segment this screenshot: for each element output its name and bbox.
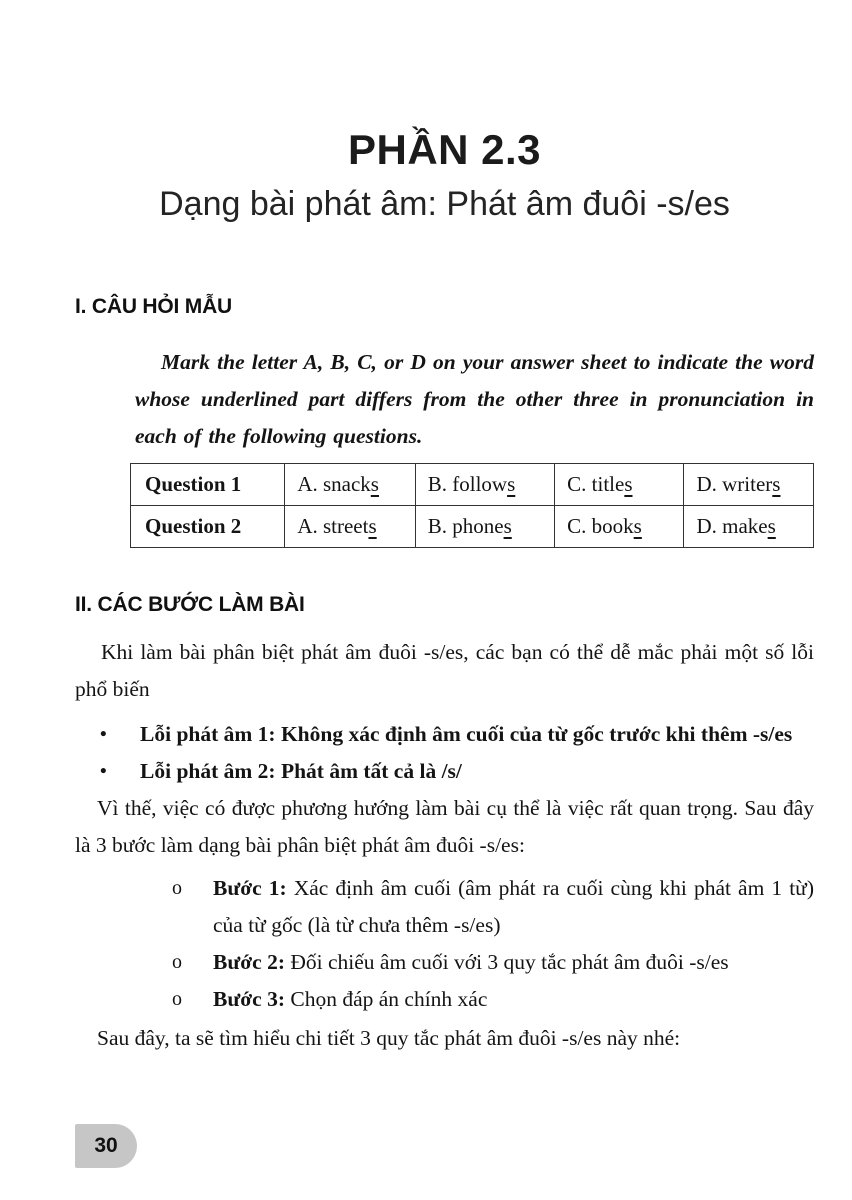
answer-option-a — [285, 506, 415, 548]
mistake-item-2 — [100, 753, 814, 790]
step-body — [213, 870, 814, 944]
step-label: Bước 2: — [213, 950, 285, 974]
bullet-dot-marker: • — [100, 724, 107, 745]
bullet-dot-marker: • — [100, 761, 107, 782]
option-underlined-part: s — [772, 472, 781, 496]
page-subtitle: Dạng bài phát âm: Phát âm đuôi -s/es — [159, 185, 730, 223]
page-title: PHẦN 2.3 — [347, 126, 542, 173]
mistake-item-1 — [100, 716, 814, 753]
title-block — [75, 126, 814, 226]
option-stem: A. snack — [297, 472, 371, 496]
question-label: Question 2 — [131, 506, 285, 548]
page-number-badge — [75, 1124, 137, 1168]
closing-paragraph: Sau đây, ta sẽ tìm hiểu chi tiết 3 quy tắc phát âm đuôi -s/es này nhé: — [97, 1026, 681, 1050]
mistake-text: Lỗi phát âm 2: Phát âm tất cả là /s/ — [140, 759, 462, 783]
option-stem: A. street — [297, 514, 369, 538]
step-label: Bước 1: — [213, 876, 287, 900]
option-underlined-part: s — [370, 472, 379, 496]
option-underlined-part: s — [368, 514, 377, 538]
step-body — [213, 981, 814, 1018]
step-item-2 — [172, 944, 814, 981]
step-text: Xác định âm cuối (âm phát ra cuối cùng khi phát âm 1 từ) của từ gốc (là từ chưa thêm -s/es) — [213, 876, 814, 937]
mistakes-list — [75, 716, 814, 790]
answer-option-a — [285, 464, 415, 506]
section-1-heading: I. CÂU HỎI MẪU — [75, 295, 233, 318]
circle-marker: o — [172, 877, 182, 899]
option-stem: B. follow — [427, 472, 508, 496]
circle-marker: o — [172, 988, 182, 1010]
option-stem: C. title — [567, 472, 625, 496]
option-underlined-part: s — [767, 514, 776, 538]
answer-option-b — [415, 464, 554, 506]
option-underlined-part: s — [503, 514, 512, 538]
question-label: Question 1 — [131, 464, 285, 506]
table-row-question-2 — [131, 506, 814, 548]
answer-option-b — [415, 506, 554, 548]
answer-option-d — [684, 464, 814, 506]
step-label: Bước 3: — [213, 987, 285, 1011]
section-2-heading: II. CÁC BƯỚC LÀM BÀI — [75, 593, 305, 616]
questions-table — [130, 463, 814, 548]
option-stem: B. phone — [427, 514, 504, 538]
step-text: Đối chiếu âm cuối với 3 quy tắc phát âm đuôi -s/es — [284, 950, 729, 974]
option-underlined-part: s — [624, 472, 633, 496]
step-body — [213, 944, 814, 981]
option-underlined-part: s — [633, 514, 642, 538]
answer-option-c — [555, 464, 684, 506]
mistake-text: Lỗi phát âm 1: Không xác định âm cuối của từ gốc trước khi thêm -s/es — [140, 722, 793, 746]
answer-option-d — [684, 506, 814, 548]
page-number: 30 — [94, 1134, 118, 1157]
step-item-1 — [172, 870, 814, 944]
transition-paragraph: Vì thế, việc có được phương hướng làm bài cụ thể là việc rất quan trọng. Sau đây là 3 bước làm dạng bài phân biệt phát âm đuôi -s/es: — [75, 796, 814, 857]
step-item-3 — [172, 981, 814, 1018]
option-underlined-part: s — [507, 472, 516, 496]
table-row-question-1 — [131, 464, 814, 506]
step-text: Chọn đáp án chính xác — [284, 987, 488, 1011]
option-stem: D. writer — [696, 472, 773, 496]
instruction-text: Mark the letter A, B, C, or D on your answer sheet to indicate the word whose underlined part differs from the other three in pronunciation in each of the following questions. — [135, 350, 814, 448]
answer-option-c — [555, 506, 684, 548]
option-stem: D. make — [696, 514, 768, 538]
steps-list — [75, 870, 814, 1018]
intro-paragraph: Khi làm bài phân biệt phát âm đuôi -s/es, các bạn có thể dễ mắc phải một số lỗi phổ biến — [75, 640, 814, 701]
option-stem: C. book — [567, 514, 634, 538]
circle-marker: o — [172, 951, 182, 973]
